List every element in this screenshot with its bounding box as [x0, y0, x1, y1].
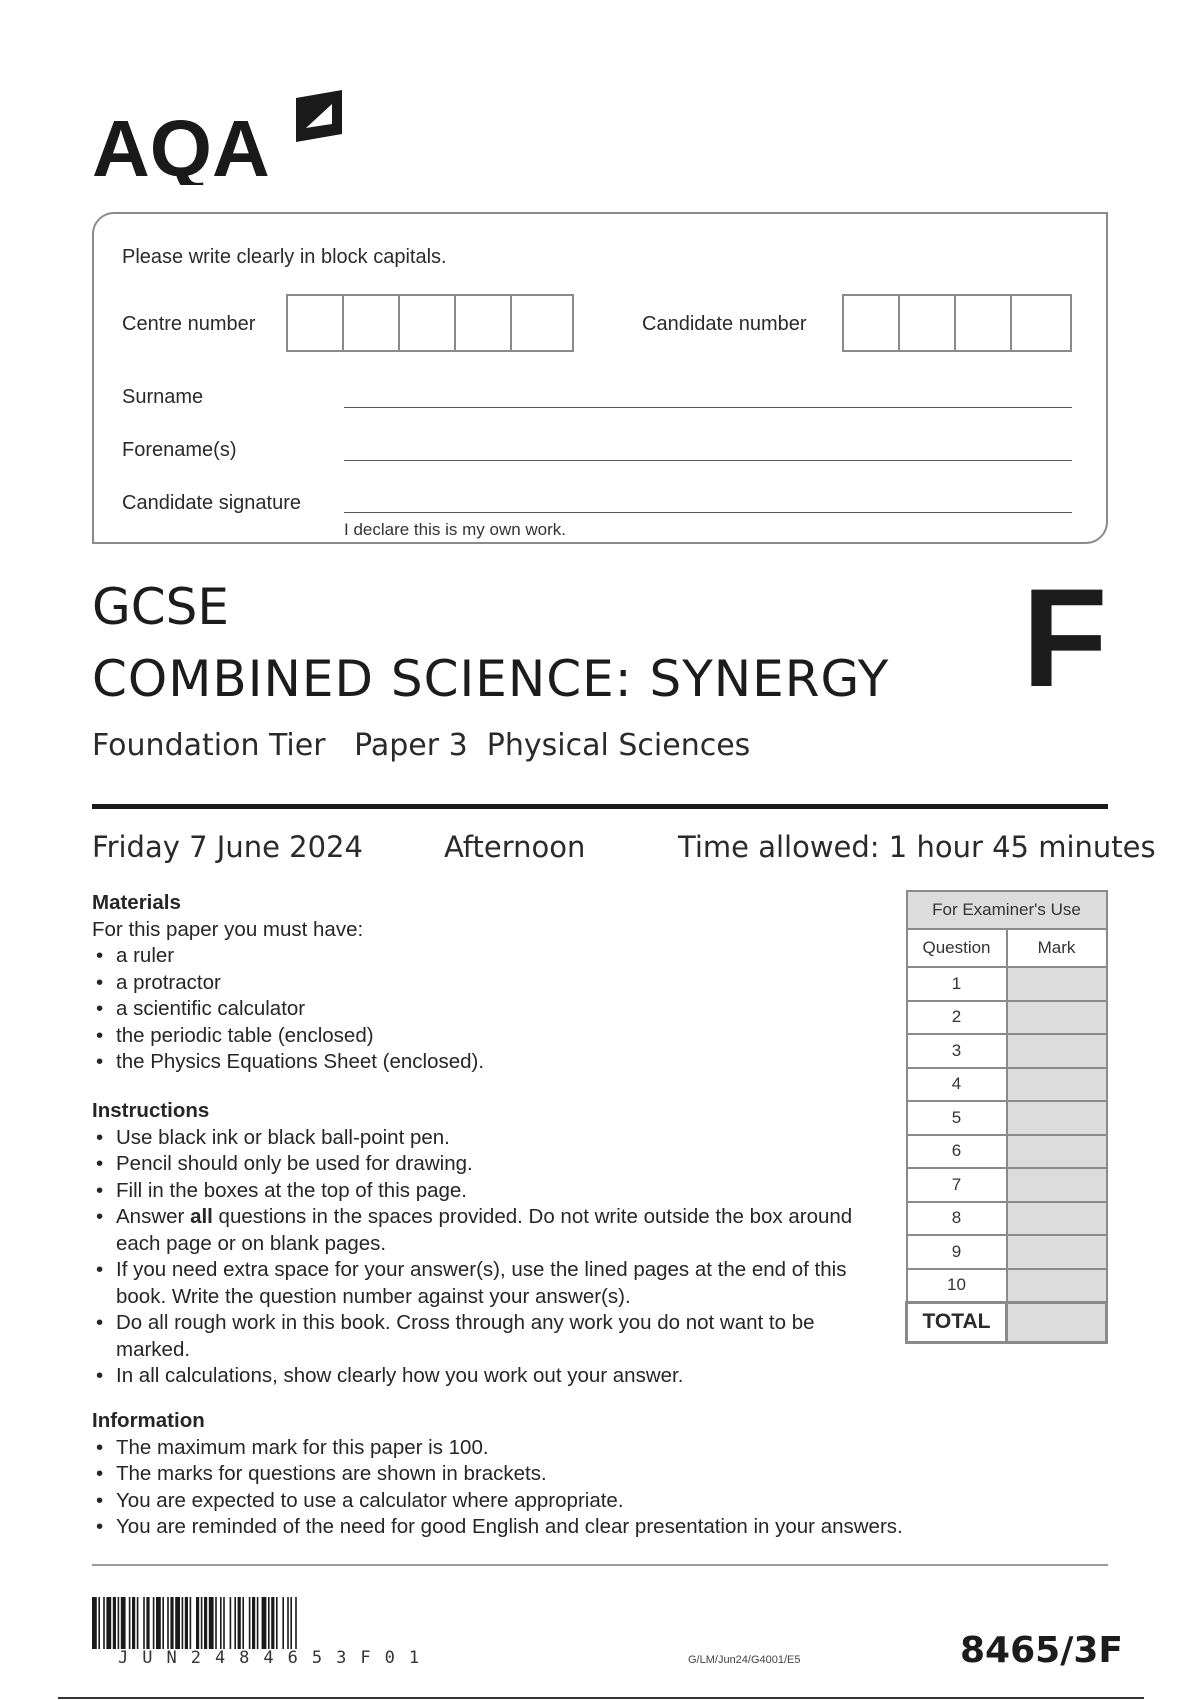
information-list — [92, 1435, 1092, 1541]
question-number: 9 — [907, 1235, 1007, 1269]
list-item: • the Physics Equations Sheet (enclosed). — [92, 1049, 892, 1076]
barcode-bar — [209, 1597, 214, 1649]
declaration-text: I declare this is my own work. — [344, 520, 567, 539]
candidate-number-digit[interactable] — [844, 296, 900, 350]
mark-cell — [1007, 1101, 1107, 1135]
barcode-bar — [201, 1597, 203, 1649]
barcode-bar — [162, 1597, 164, 1649]
instructions-section — [92, 1098, 882, 1390]
mark-cell — [1007, 1202, 1107, 1236]
question-number: 5 — [907, 1101, 1007, 1135]
centre-number-digit[interactable] — [400, 296, 456, 350]
exam-session: Afternoon — [444, 830, 586, 864]
logo-text: AQA — [92, 104, 270, 185]
information-section — [92, 1408, 1092, 1541]
table-row — [907, 1034, 1107, 1068]
barcode-bar — [295, 1597, 297, 1649]
list-item: • The maximum mark for this paper is 100. — [92, 1435, 1092, 1462]
tier-letter: F — [1022, 559, 1108, 716]
centre-number-digit[interactable] — [456, 296, 512, 350]
barcode-bar — [182, 1597, 184, 1649]
list-item: • You are reminded of the need for good English and clear presentation in your answers. — [92, 1514, 1092, 1541]
surname-label: Surname — [122, 386, 204, 408]
barcode-bar — [98, 1597, 100, 1649]
list-item: • If you need extra space for your answer(s), use the lined pages at the end of this book. Write the question number against your answer(s). — [92, 1257, 882, 1310]
mark-column-header: Mark — [1007, 929, 1107, 967]
centre-number-label: Centre number — [122, 313, 256, 335]
centre-number-digit[interactable] — [344, 296, 400, 350]
list-item: • In all calculations, show clearly how you work out your answer. — [92, 1363, 882, 1390]
list-item — [92, 1204, 882, 1257]
table-row — [907, 967, 1107, 1001]
mark-cell — [1007, 1001, 1107, 1035]
answer-all-post: questions in the spaces provided. Do not write outside the box around each page or on blank pages. — [116, 1205, 853, 1255]
barcode-bar — [146, 1597, 149, 1649]
examiner-table-title: For Examiner's Use — [907, 891, 1107, 929]
total-label: TOTAL — [907, 1302, 1007, 1342]
barcode-bar — [257, 1597, 259, 1649]
list-item: • a ruler — [92, 943, 892, 970]
barcode-bar — [106, 1597, 111, 1649]
barcode-bar — [196, 1597, 199, 1649]
footer-divider — [92, 1564, 1108, 1566]
barcode-bar — [153, 1597, 155, 1649]
mark-cell — [1007, 1168, 1107, 1202]
paper-code: 8465/3F — [960, 1630, 1123, 1671]
list-item: • You are expected to use a calculator where appropriate. — [92, 1488, 1092, 1515]
paper-reference: G/LM/Jun24/G4001/E5 — [688, 1654, 801, 1666]
barcode-bar — [113, 1597, 116, 1649]
examiner-use-table — [905, 890, 1108, 1344]
list-item: • a scientific calculator — [92, 996, 892, 1023]
materials-list — [92, 943, 892, 1076]
question-number: 10 — [907, 1269, 1007, 1303]
aqa-brand-mark-icon — [92, 90, 362, 185]
barcode-bar — [268, 1597, 270, 1649]
barcode-bar — [143, 1597, 145, 1649]
barcode-bar — [118, 1597, 120, 1649]
centre-number-boxes[interactable] — [286, 294, 574, 352]
table-row — [907, 1068, 1107, 1102]
question-number: 7 — [907, 1168, 1007, 1202]
total-mark-cell — [1007, 1302, 1107, 1342]
list-item: • Pencil should only be used for drawing. — [92, 1151, 882, 1178]
barcode-bar — [132, 1597, 135, 1649]
mark-cell — [1007, 1068, 1107, 1102]
barcode-bar — [215, 1597, 217, 1649]
aqa-logo — [92, 90, 362, 185]
table-row — [907, 1202, 1107, 1236]
barcode-bar — [204, 1597, 207, 1649]
barcode-bar — [223, 1597, 225, 1649]
mark-cell — [1007, 1269, 1107, 1303]
question-number: 8 — [907, 1202, 1007, 1236]
signature-field[interactable] — [344, 512, 1072, 513]
forenames-field[interactable] — [344, 460, 1072, 461]
barcode-bar — [252, 1597, 255, 1649]
barcode-bar — [129, 1597, 131, 1649]
mark-cell — [1007, 1235, 1107, 1269]
barcode-bar — [190, 1597, 192, 1649]
list-item: • Fill in the boxes at the top of this page. — [92, 1178, 882, 1205]
barcode-bar — [185, 1597, 188, 1649]
candidate-number-digit[interactable] — [956, 296, 1012, 350]
question-number: 2 — [907, 1001, 1007, 1035]
barcode-bar — [234, 1597, 236, 1649]
materials-section — [92, 890, 892, 1076]
list-item: • the periodic table (enclosed) — [92, 1023, 892, 1050]
barcode — [92, 1597, 502, 1649]
table-row — [907, 1168, 1107, 1202]
barcode-bar — [121, 1597, 126, 1649]
candidate-number-label: Candidate number — [642, 313, 807, 335]
table-row — [907, 1101, 1107, 1135]
list-item: • The marks for questions are shown in brackets. — [92, 1461, 1092, 1488]
question-number: 3 — [907, 1034, 1007, 1068]
candidate-number-boxes[interactable] — [842, 294, 1072, 352]
centre-number-digit[interactable] — [512, 296, 568, 350]
mark-cell — [1007, 1135, 1107, 1169]
barcode-bar — [167, 1597, 169, 1649]
materials-heading: Materials — [92, 891, 181, 914]
barcode-bar — [242, 1597, 244, 1649]
centre-number-digit[interactable] — [288, 296, 344, 350]
table-row — [907, 1001, 1107, 1035]
barcode-bar — [92, 1597, 97, 1649]
barcode-bar — [287, 1597, 289, 1649]
barcode-bar — [282, 1597, 284, 1649]
surname-field[interactable] — [344, 407, 1072, 408]
barcode-bar — [230, 1597, 232, 1649]
information-heading: Information — [92, 1409, 205, 1432]
barcode-bar — [290, 1597, 292, 1649]
list-item: • Do all rough work in this book. Cross through any work you do not want to be marked. — [92, 1310, 882, 1363]
barcode-bar — [220, 1597, 222, 1649]
barcode-bar — [249, 1597, 251, 1649]
table-row — [907, 1135, 1107, 1169]
table-row — [907, 1235, 1107, 1269]
candidate-number-digit[interactable] — [900, 296, 956, 350]
time-allowed: Time allowed: 1 hour 45 minutes — [678, 830, 1156, 864]
barcode-bar — [271, 1597, 274, 1649]
barcode-bar — [156, 1597, 161, 1649]
barcode-bar — [238, 1597, 241, 1649]
answer-all-emphasis: all — [190, 1205, 213, 1228]
candidate-number-digit[interactable] — [1012, 296, 1068, 350]
barcode-bar — [175, 1597, 180, 1649]
question-number: 4 — [907, 1068, 1007, 1102]
exam-date: Friday 7 June 2024 — [92, 830, 363, 864]
instructions-heading: Instructions — [92, 1099, 210, 1122]
instructions-list — [92, 1125, 882, 1390]
question-number: 1 — [907, 967, 1007, 1001]
barcode-bar — [103, 1597, 105, 1649]
table-row — [907, 1269, 1107, 1303]
signature-label: Candidate signature — [122, 492, 302, 514]
subject-title: COMBINED SCIENCE: SYNERGY — [92, 650, 890, 708]
question-number: 6 — [907, 1135, 1007, 1169]
title-divider — [92, 804, 1108, 809]
tier-paper-line: Foundation Tier Paper 3 Physical Sciences — [92, 728, 751, 763]
mark-cell — [1007, 1034, 1107, 1068]
barcode-bar — [262, 1597, 267, 1649]
materials-intro: For this paper you must have: — [92, 917, 364, 941]
list-item: • Use black ink or black ball-point pen. — [92, 1125, 882, 1152]
page-bottom-rule — [58, 1697, 1144, 1699]
barcode-bar — [137, 1597, 139, 1649]
total-row — [907, 1302, 1107, 1342]
answer-all-pre: Answer — [116, 1205, 191, 1228]
question-column-header: Question — [907, 929, 1007, 967]
barcode-number: JUN2484653F01 — [118, 1648, 434, 1668]
list-item: • a protractor — [92, 970, 892, 997]
barcode-bar — [170, 1597, 173, 1649]
qualification-title: GCSE — [92, 578, 229, 636]
mark-cell — [1007, 967, 1107, 1001]
forenames-label: Forename(s) — [122, 439, 237, 461]
barcode-bar — [276, 1597, 278, 1649]
block-capitals-instruction: Please write clearly in block capitals. — [122, 246, 447, 268]
